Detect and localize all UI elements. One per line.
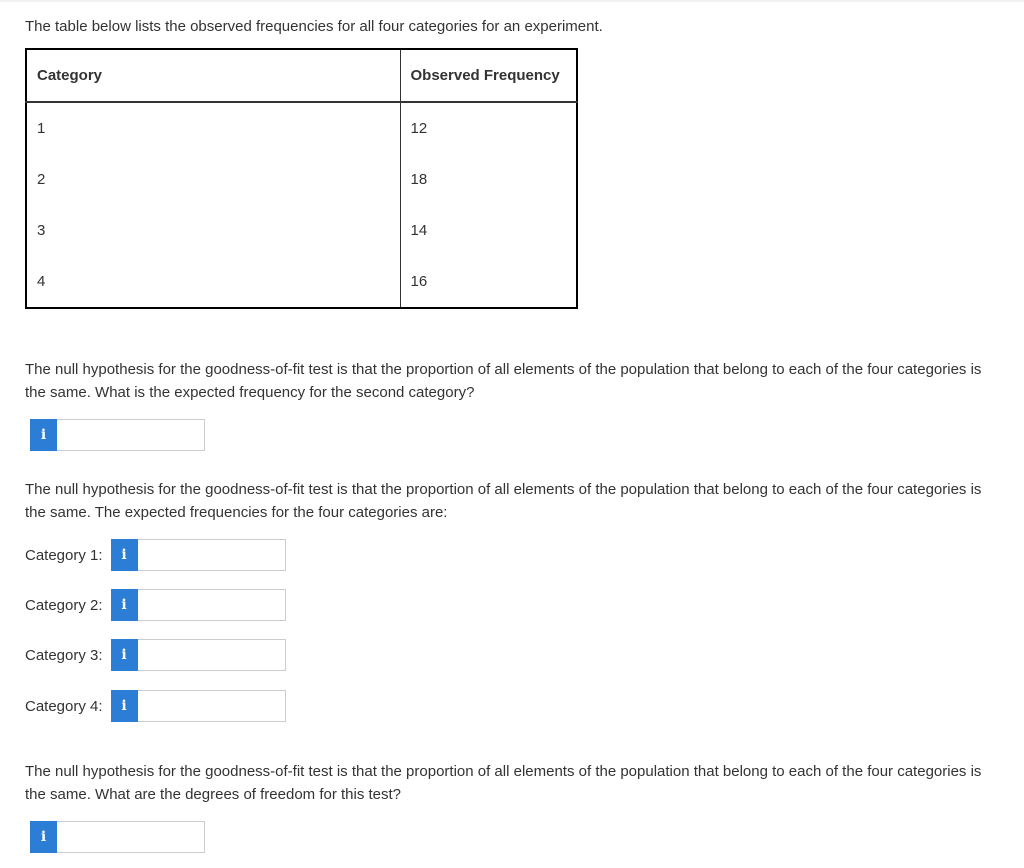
cell-category: 2	[26, 154, 400, 205]
answer-category-4	[25, 689, 286, 723]
answer-expected-second	[30, 418, 205, 452]
header-category: Category	[26, 49, 400, 102]
info-icon[interactable]: i	[111, 589, 138, 621]
info-icon[interactable]: i	[30, 821, 57, 853]
category-2-input[interactable]	[138, 589, 286, 621]
category-3-label: Category 3:	[25, 646, 103, 664]
table-header-row	[26, 49, 577, 102]
table-row	[26, 154, 577, 205]
intro-text: The table below lists the observed frequencies for all four categories for an experiment.	[25, 18, 603, 35]
cell-category: 1	[26, 102, 400, 154]
cell-frequency: 16	[400, 256, 577, 308]
info-icon[interactable]: i	[111, 639, 138, 671]
table-row	[26, 102, 577, 154]
cell-frequency: 12	[400, 102, 577, 154]
frequency-table	[25, 48, 578, 309]
header-observed-frequency: Observed Frequency	[400, 49, 577, 102]
cell-frequency: 14	[400, 205, 577, 256]
category-4-input[interactable]	[138, 690, 286, 722]
cell-category: 4	[26, 256, 400, 308]
answer-category-3	[25, 638, 286, 672]
expected-second-input[interactable]	[57, 419, 205, 451]
table-row	[26, 205, 577, 256]
cell-category: 3	[26, 205, 400, 256]
answer-degrees-freedom	[30, 820, 205, 854]
category-2-label: Category 2:	[25, 596, 103, 614]
category-4-label: Category 4:	[25, 697, 103, 715]
info-icon[interactable]: i	[30, 419, 57, 451]
category-1-input[interactable]	[138, 539, 286, 571]
degrees-freedom-input[interactable]	[57, 821, 205, 853]
question-expected-all: The null hypothesis for the goodness-of-fit test is that the proportion of all elements of the population that belong to each of the four categories is the same. The expected frequencies for the four categories are:	[25, 481, 982, 521]
cell-frequency: 18	[400, 154, 577, 205]
answer-category-2	[25, 588, 286, 622]
question-degrees-freedom: The null hypothesis for the goodness-of-fit test is that the proportion of all elements of the population that belong to each of the four categories is the same. What are the degrees of freedom for this test?	[25, 763, 982, 803]
category-1-label: Category 1:	[25, 546, 103, 564]
category-3-input[interactable]	[138, 639, 286, 671]
question-expected-second: The null hypothesis for the goodness-of-fit test is that the proportion of all elements of the population that belong to each of the four categories is the same. What is the expected frequency for the second category?	[25, 361, 982, 401]
info-icon[interactable]: i	[111, 539, 138, 571]
table-row	[26, 256, 577, 308]
info-icon[interactable]: i	[111, 690, 138, 722]
answer-category-1	[25, 538, 286, 572]
